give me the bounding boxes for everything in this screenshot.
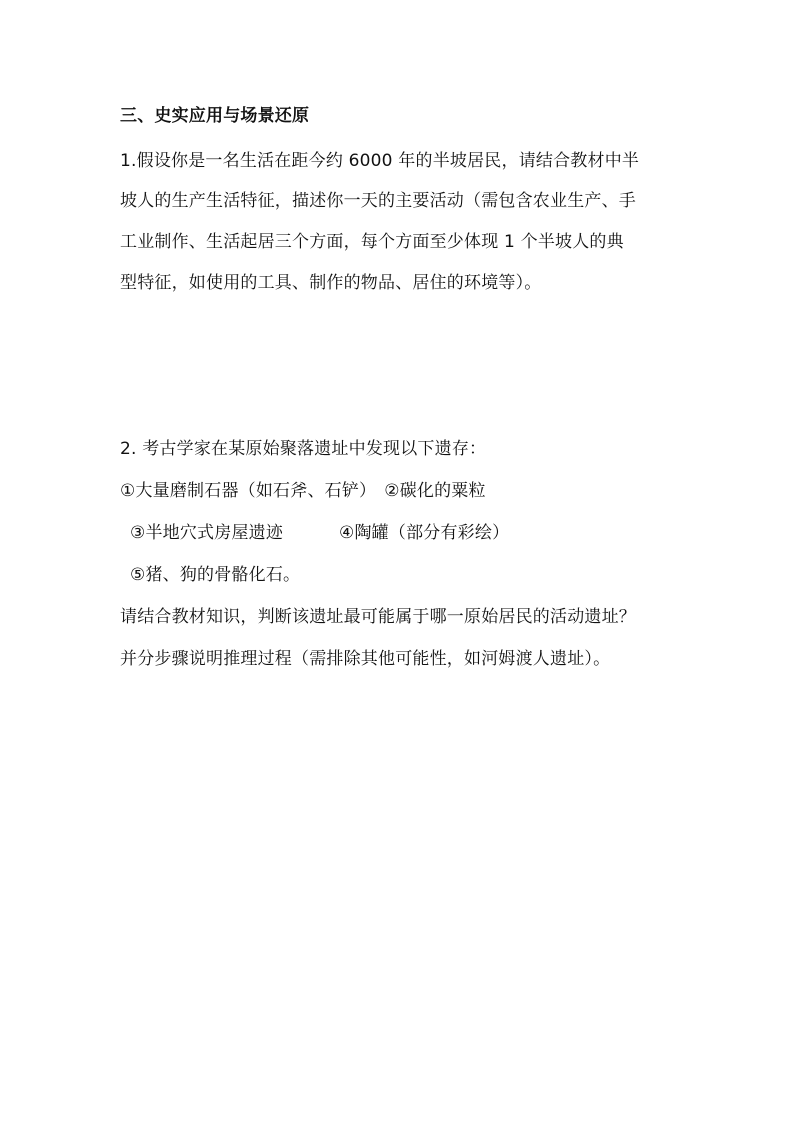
- question2-line: 并分步骤说明推理过程（需排除其他可能性，如河姆渡人遗址）。: [120, 649, 611, 669]
- remains-item: ③半地穴式房屋遗迹: [130, 523, 284, 543]
- remains-row: [120, 480, 486, 502]
- remains-row: [130, 564, 300, 586]
- question1-line: 型特征，如使用的工具、制作的物品、居住的环境等）。: [120, 273, 542, 293]
- remains-item: ⑤猪、狗的骨骼化石。: [130, 565, 301, 585]
- section-heading: 三、史实应用与场景还原: [120, 106, 310, 126]
- question2-intro: 2. 考古学家在某原始聚落遗址中发现以下遗存：: [120, 439, 487, 459]
- remains-item: ②碳化的粟粒: [384, 481, 486, 501]
- question1-line: 坡人的生产生活特征，描述你一天的主要活动（需包含农业生产、手: [120, 191, 636, 211]
- remains-item: ①大量磨制石器（如石斧、石铲）: [120, 481, 377, 501]
- question1-line: 1.假设你是一名生活在距今约 6000 年的半坡居民，请结合教材中半: [120, 151, 640, 171]
- question1-line: 工业制作、生活起居三个方面，每个方面至少体现 1 个半坡人的典: [120, 232, 624, 252]
- question2-line: 请结合教材知识，判断该遗址最可能属于哪一原始居民的活动遗址？: [120, 607, 636, 627]
- remains-item: ④陶罐（部分有彩绘）: [339, 523, 510, 543]
- remains-row: [130, 522, 509, 544]
